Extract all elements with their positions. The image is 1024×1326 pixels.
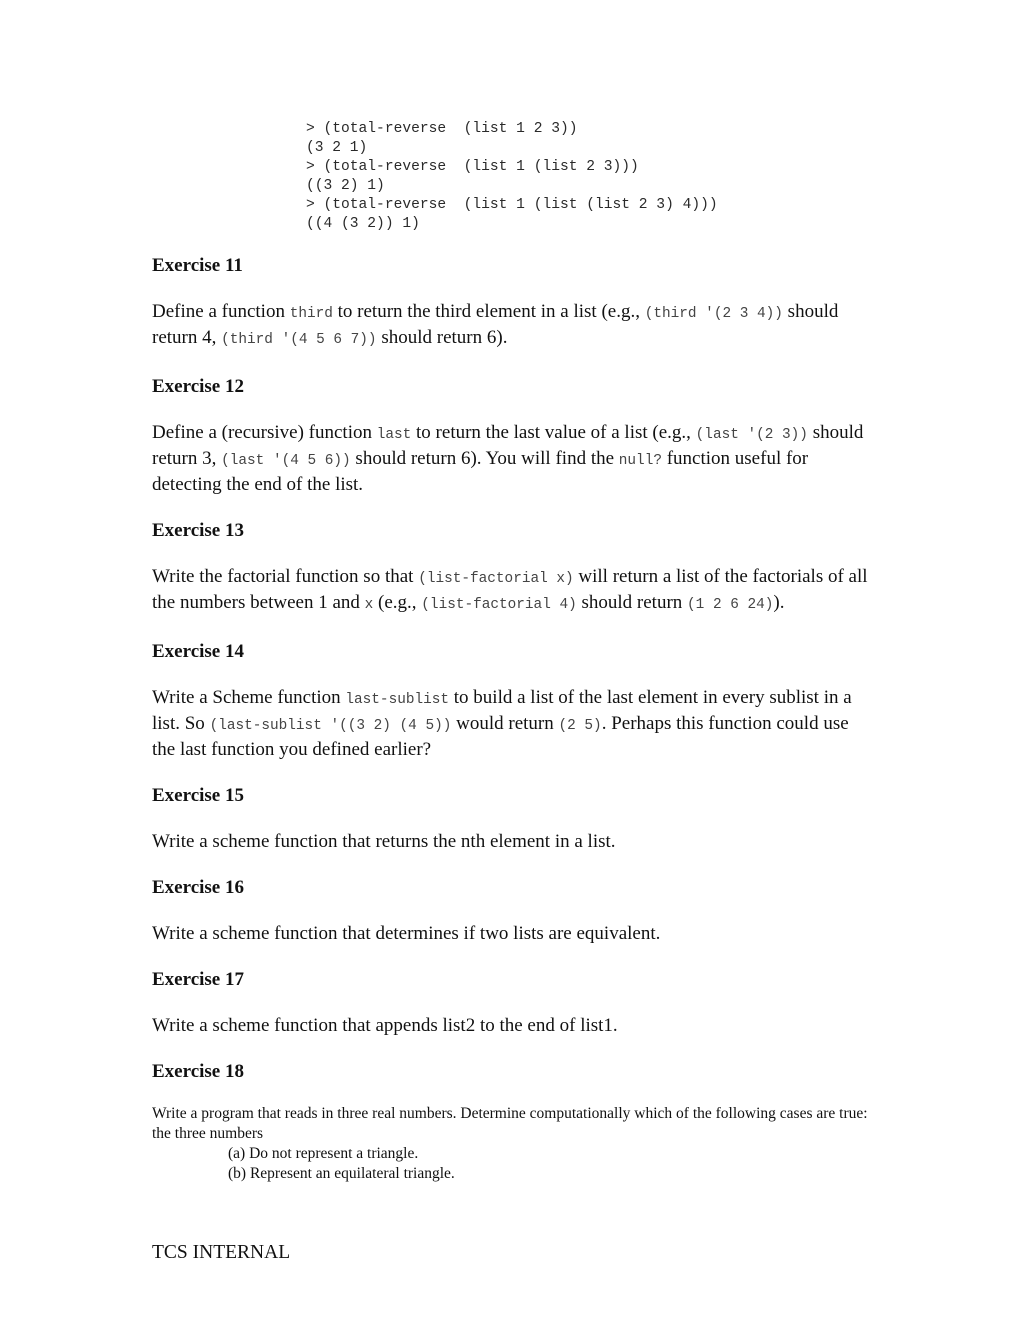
code-line: > (total-reverse (list 1 2 3)): [306, 121, 578, 137]
text-run: ).: [773, 592, 785, 613]
exercise-17: [152, 967, 876, 1037]
code-line: > (total-reverse (list 1 (list 2 3))): [306, 159, 639, 175]
exercise-heading: Exercise 15: [152, 785, 244, 806]
code-line: > (total-reverse (list 1 (list (list 2 3) 4))): [306, 197, 718, 213]
inline-code: (last '(2 3)): [695, 427, 808, 443]
text-run: should return: [576, 592, 688, 613]
inline-code: last: [376, 427, 412, 443]
exercise-text: Write a scheme function that determines if two lists are equivalent.: [152, 923, 661, 944]
exercise-text: Write a program that reads in three real numbers. Determine computationally which of the following cases are true: the three numbers: [152, 1105, 868, 1142]
exercise-heading: Exercise 16: [152, 877, 244, 898]
text-run: . Perhaps this function could use the last function you defined earlier?: [152, 713, 849, 760]
text-run: should return 4,: [152, 301, 839, 348]
exercise-11: [152, 253, 876, 352]
text-run: Write the factorial function so that: [152, 566, 419, 587]
inline-code: (1 2 6 24): [687, 597, 774, 613]
text-run: to return the third element in a list (e.g.,: [332, 301, 645, 322]
text-run: Define a function: [152, 301, 290, 322]
page-footer: TCS INTERNAL: [152, 1242, 291, 1263]
text-run: to build a list of the last element in every sublist in a list. So: [152, 687, 852, 734]
text-run: (e.g.,: [373, 592, 422, 613]
exercise-14: [152, 639, 876, 761]
exercise-heading: Exercise 11: [152, 255, 243, 276]
exercise-15: [152, 783, 876, 853]
inline-code: (list-factorial x): [418, 571, 574, 587]
text-run: should return 6).: [376, 327, 508, 348]
case-item: (a) Do not represent a triangle.: [228, 1145, 419, 1162]
exercise-12: [152, 374, 876, 496]
inline-code: last-sublist: [345, 692, 450, 708]
inline-code: (third '(4 5 6 7)): [221, 332, 377, 348]
code-line: ((3 2) 1): [306, 178, 385, 194]
exercise-16: [152, 875, 876, 945]
exercise-text: Write a scheme function that returns the nth element in a list.: [152, 831, 616, 852]
exercise-heading: Exercise 14: [152, 641, 244, 662]
inline-code: third: [289, 306, 333, 322]
text-run: will return a list of the factorials of all the numbers between 1 and: [152, 566, 868, 613]
inline-code: (third '(2 3 4)): [644, 306, 783, 322]
exercise-heading: Exercise 17: [152, 969, 244, 990]
code-line: (3 2 1): [306, 140, 368, 156]
exercise-heading: Exercise 18: [152, 1061, 244, 1082]
text-run: should return 6). You will find the: [350, 448, 619, 469]
text-run: Write a Scheme function: [152, 687, 346, 708]
exercise-13: [152, 518, 876, 617]
case-item: (b) Represent an equilateral triangle.: [228, 1164, 455, 1182]
text-run: should return 3,: [152, 422, 864, 469]
exercise-18: [152, 1059, 876, 1183]
case-list: [152, 1144, 876, 1183]
inline-code: (list-factorial 4): [421, 597, 577, 613]
exercise-heading: Exercise 13: [152, 520, 244, 541]
inline-code: null?: [618, 453, 662, 469]
text-run: function useful for detecting the end of the list.: [152, 448, 809, 495]
exercise-text: [152, 565, 876, 617]
code-line: ((4 (3 2)) 1): [306, 216, 420, 232]
inline-code: (last-sublist '((3 2) (4 5)): [209, 718, 452, 734]
code-example-block: [306, 120, 718, 234]
inline-code: (2 5): [558, 718, 602, 734]
exercise-text: [152, 421, 876, 496]
exercise-text: [152, 300, 876, 352]
exercise-heading: Exercise 12: [152, 376, 244, 397]
inline-code: (last '(4 5 6)): [221, 453, 351, 469]
inline-code: x: [364, 597, 374, 613]
exercise-text: Write a scheme function that appends list2 to the end of list1.: [152, 1015, 618, 1036]
exercise-text: [152, 686, 876, 761]
exercise-list: [152, 253, 876, 1183]
text-run: to return the last value of a list (e.g.,: [411, 422, 696, 443]
text-run: would return: [451, 713, 559, 734]
text-run: Define a (recursive) function: [152, 422, 377, 443]
